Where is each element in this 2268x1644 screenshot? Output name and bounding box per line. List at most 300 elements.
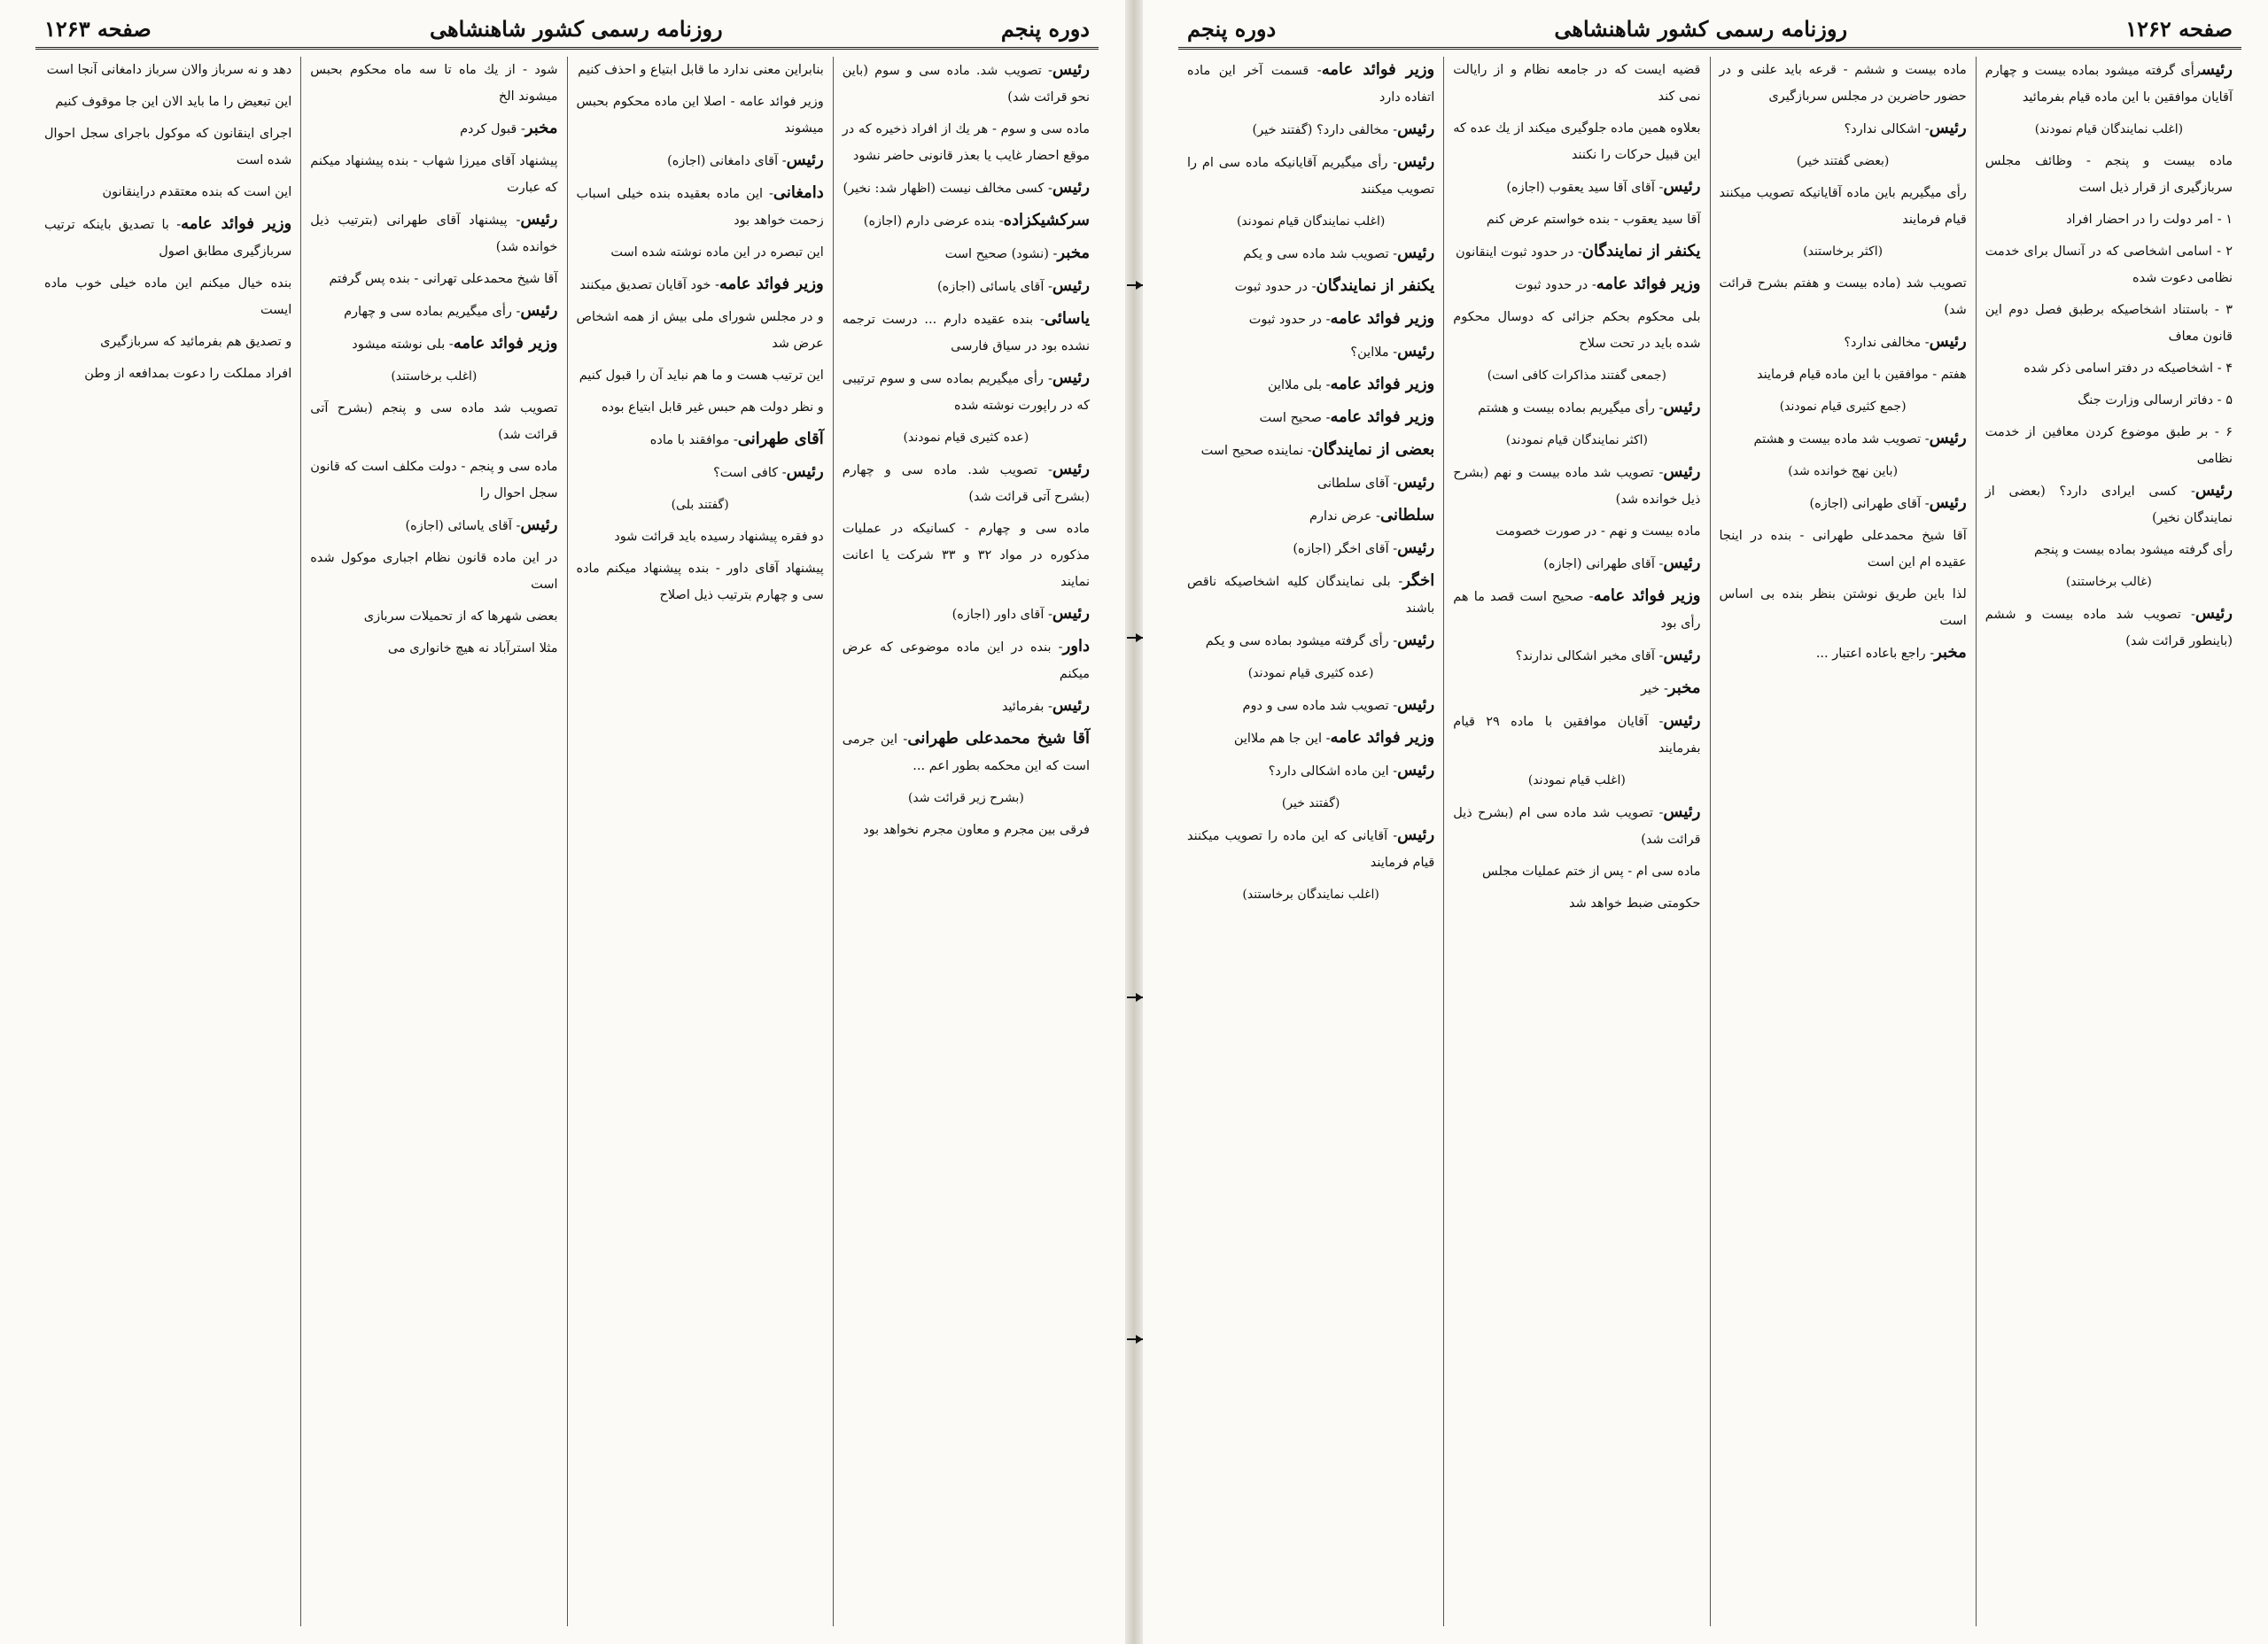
left-column-1 — [833, 57, 1099, 1626]
paragraph-text: ماده بیست و پنجم - وظائف مجلس سربازگیری از قرار ذیل است — [1984, 154, 2233, 195]
transcript-paragraph — [843, 725, 1090, 779]
transcript-paragraph — [310, 148, 557, 201]
transcript-paragraph — [1985, 387, 2233, 414]
paragraph-text: رأی گرفته میشود بماده بیست و پنجم — [2034, 543, 2233, 557]
paragraph-text: ماده بیست و ششم - قرعه باید علنی و در حضور حاضرین در مجلس سربازگیری — [1719, 63, 1967, 104]
transcript-paragraph — [1720, 361, 1967, 388]
transcript-paragraph — [1187, 725, 1434, 752]
speaker-name: آقا شیخ محمدعلی طهرانی — [907, 729, 1090, 748]
left-column-3 — [300, 57, 566, 1626]
transcript-paragraph — [1453, 583, 1700, 637]
speaker-name: رئیس — [1929, 493, 1967, 512]
speaker-name: رئیس — [1052, 178, 1090, 197]
speaker-name: رئیس — [1929, 119, 1967, 137]
speaker-name: رئیس — [786, 151, 824, 169]
transcript-paragraph — [843, 456, 1090, 510]
transcript-paragraph — [1453, 890, 1700, 917]
speaker-name: سركشیكزاده — [1003, 211, 1090, 229]
vote-note: (اكثر نمایندگان قیام نمودند) — [1505, 433, 1649, 447]
transcript-paragraph — [1453, 675, 1700, 702]
paragraph-text: - این ماده اشكالی دارد؟ — [1268, 764, 1398, 779]
paragraph-text: ۱ - امر دولت را در احضار افراد — [2066, 213, 2233, 227]
left-page-header — [35, 9, 1099, 50]
transcript-paragraph — [843, 365, 1090, 419]
transcript-paragraph — [1720, 115, 1967, 143]
speaker-name: وزیر فوائد عامه — [1330, 375, 1435, 393]
vote-note: (اغلب برخاستند) — [391, 369, 478, 384]
speaker-name: اخگر — [1402, 571, 1435, 590]
paragraph-text: - قسمت آخر این ماده اتفاده دارد — [1187, 64, 1435, 105]
binding-arrow-mark — [1127, 992, 1143, 1003]
paragraph-text: - آقای یاسائی (اجازه) — [936, 280, 1052, 294]
transcript-paragraph — [843, 817, 1090, 843]
paragraph-text: شود - از یك ماه تا سه ماه محكوم بحبس میشوند الخ — [310, 63, 558, 104]
paragraph-text: - مخالفی دارد؟ (گفتند خیر) — [1252, 123, 1398, 137]
transcript-paragraph — [310, 330, 557, 358]
paragraph-text: این تبصره در این ماده نوشته شده است — [610, 245, 824, 260]
paragraph-text: - رأی میگیریم آقایانیكه ماده سی ام را تصویب میكنند — [1187, 156, 1435, 197]
paragraph-text: آقا شیخ محمدعلی تهرانی - بنده پس گرفتم — [329, 272, 558, 286]
transcript-paragraph — [1453, 858, 1700, 885]
paragraph-text: - خیر — [1641, 682, 1668, 696]
transcript-paragraph — [1720, 523, 1967, 576]
paragraph-text: بنابراین معنی ندارد ما قابل ابتیاع و احذف كنیم — [578, 63, 824, 77]
paragraph-text: - آقای آقا سید یعقوب (اجازه) — [1506, 181, 1664, 195]
left-period: دوره پنجم — [1000, 16, 1090, 42]
paragraph-text: - بلی ملااین — [1267, 378, 1331, 392]
right-period: دوره پنجم — [1187, 16, 1277, 42]
transcript-paragraph — [310, 57, 557, 110]
paragraph-text: - آقای سلطانی — [1317, 477, 1398, 491]
speaker-name: بعضی از نمایندگان — [1311, 440, 1435, 459]
transcript-paragraph — [577, 239, 824, 266]
transcript-paragraph — [310, 603, 557, 630]
paragraph-text: - موافقند با ماده — [649, 433, 738, 447]
paragraph-text: - راجع باعاده اعتبار ... — [1815, 647, 1935, 661]
paragraph-text: - بفرمائید — [1001, 700, 1052, 714]
paragraph-text: - خود آقایان تصدیق میكنند — [579, 278, 719, 292]
speaker-name: رئیس — [1663, 398, 1701, 416]
paragraph-text: مثلا استرآباد نه هیچ خانواری می — [387, 641, 558, 655]
transcript-paragraph — [44, 179, 291, 206]
speaker-name: رئیس — [1397, 539, 1435, 557]
paragraph-text: این است كه بنده معتقدم دراینقانون — [102, 185, 292, 199]
transcript-paragraph — [1187, 469, 1434, 497]
transcript-paragraph — [577, 426, 824, 454]
transcript-paragraph — [1985, 148, 2233, 201]
right-page-number: صفحه ۱۲۶۲ — [2125, 16, 2233, 42]
vote-note: (عده كثیری قیام نمودند) — [1247, 666, 1374, 680]
speaker-name: رئیس — [1929, 332, 1967, 351]
transcript-paragraph — [1985, 238, 2233, 291]
paragraph-text: - مخالفی ندارد؟ — [1844, 336, 1930, 350]
paragraph-text: - تصویب شد ماده سی و دوم — [1242, 699, 1398, 713]
speaker-name: وزیر فوائد عامه — [453, 334, 558, 353]
paragraph-text: - آقای مخبر اشكالی ندارند؟ — [1515, 649, 1664, 663]
vote-note: (اغلب نمایندگان قیام نمودند) — [2034, 122, 2184, 136]
speaker-name: وزیر فوائد عامه — [1593, 586, 1701, 605]
paragraph-text: - صحیح است قصد ما هم رأی بود — [1453, 590, 1701, 631]
speaker-name: رئیس — [1397, 761, 1435, 779]
speaker-name: رئیس — [1397, 342, 1435, 361]
paragraph-text: - پیشنهاد آقای طهرانی (بترتیب ذیل خوانده شد) — [310, 213, 558, 254]
speaker-name: رئیس — [520, 210, 558, 229]
paragraph-text: - در حدود ثبوت — [1234, 280, 1317, 294]
speaker-name: رئیس — [1397, 695, 1435, 714]
paragraph-text: - تصویب شد ماده سی و یكم — [1243, 247, 1398, 261]
paragraph-text: - آقایانی كه این ماده را تصویب میكنند قیام فرمایند — [1187, 829, 1435, 870]
speaker-name: داور — [1062, 637, 1090, 655]
transcript-paragraph — [310, 206, 557, 260]
paragraph-text: - آقای طهرانی (اجازه) — [1809, 497, 1930, 511]
transcript-paragraph — [843, 57, 1090, 111]
transcript-paragraph — [1187, 822, 1434, 876]
vote-note: (اغلب قیام نمودند) — [1527, 773, 1626, 787]
speaker-name: رئیس — [1052, 276, 1090, 295]
paragraph-text: - تصویب شد ماده بیست و نهم (بشرح ذیل خوانده شد) — [1453, 466, 1701, 507]
paragraph-text: - در حدود ثبوت اینقانون — [1456, 245, 1582, 260]
speaker-name: دامغانی — [773, 183, 824, 202]
speaker-name: رئیس — [1052, 460, 1090, 478]
paragraph-text: - آقای یاسائی (اجازه) — [405, 519, 521, 533]
paragraph-text: و تصدیق هم بفرمائید كه سربازگیری — [100, 335, 292, 349]
transcript-paragraph — [310, 545, 557, 598]
transcript-paragraph — [1453, 271, 1700, 299]
transcript-paragraph — [843, 240, 1090, 268]
transcript-paragraph — [44, 361, 291, 387]
right-column-1 — [1976, 57, 2241, 1626]
transcript-paragraph — [1985, 57, 2233, 111]
paragraph-text: - رأی میگیریم بماده بیست و هشتم — [1478, 401, 1664, 415]
transcript-paragraph — [577, 57, 824, 83]
transcript-paragraph — [44, 89, 291, 115]
paragraph-text: - بنده در این ماده موضوعی كه عرض میكنم — [842, 640, 1090, 681]
speaker-name: مخبر — [1057, 244, 1090, 262]
transcript-paragraph — [1453, 304, 1700, 357]
transcript-paragraph — [843, 116, 1090, 169]
transcript-paragraph — [1453, 206, 1700, 233]
vote-note: (گفتند بلی) — [671, 498, 729, 512]
paragraph-text: - این ماده بعقیده بنده خیلی اسباب زحمت خواهد بود — [576, 187, 824, 228]
transcript-paragraph — [1985, 419, 2233, 472]
paragraph-text: ۵ - دفاتر ارسالی وزارت جنگ — [2078, 393, 2233, 407]
paragraph-text: ۳ - باستناد اشخاصیكه برطبق فصل دوم این قانون معاف — [1984, 303, 2233, 344]
paragraph-text: - آقای طهرانی (اجازه) — [1543, 557, 1664, 571]
paragraph-text: رأی گرفته میشود بماده بیست و چهارم آقایان موافقین با این ماده قیام بفرمائید — [1984, 64, 2233, 105]
transcript-paragraph — [1453, 57, 1700, 110]
transcript-paragraph — [843, 174, 1090, 202]
paragraph-text: - رأی میگیریم بماده سی و چهارم — [344, 305, 521, 319]
speaker-name: یكنفر از نمایندگان — [1581, 242, 1701, 260]
transcript-paragraph — [577, 459, 824, 486]
vote-note: (بعضی گفتند خیر) — [1796, 154, 1890, 168]
speaker-name: رئیس — [2201, 60, 2233, 79]
speaker-name: رئیس — [520, 516, 558, 534]
paragraph-text: - كسی ایرادی دارد؟ (بعضی از نمایندگان نخیر) — [1984, 485, 2233, 525]
transcript-paragraph — [843, 306, 1090, 360]
paragraph-text: - رأی گرفته میشود بماده سی و یكم — [1205, 634, 1398, 648]
speaker-name: رئیس — [1929, 429, 1967, 447]
speaker-name: آقای طهرانی — [737, 430, 824, 448]
right-page — [1143, 0, 2268, 1644]
speaker-name: رئیس — [1663, 554, 1701, 572]
speaker-name: رئیس — [1663, 646, 1701, 664]
paragraph-text: - صحیح است — [1259, 411, 1331, 425]
transcript-paragraph — [310, 266, 557, 292]
left-title: روزنامه رسمی کشور شاهنشاهی — [429, 16, 723, 42]
paragraph-text: هفتم - موافقین با این ماده قیام فرمایند — [1756, 368, 1967, 382]
speaker-name: وزیر فوائد عامه — [1321, 60, 1435, 79]
speaker-name: رئیس — [1397, 826, 1435, 844]
transcript-paragraph — [1453, 550, 1700, 578]
paragraph-text: - تصویب شد ماده بیست و ششم (باینطور قرائت شد) — [1984, 608, 2233, 648]
paragraph-text: - عرض ندارم — [1309, 509, 1380, 523]
left-column-2 — [567, 57, 833, 1626]
transcript-paragraph — [310, 395, 557, 448]
paragraph-text: و در مجلس شورای ملی بیش از همه اشخاص عرض شد — [576, 310, 824, 351]
paragraph-text: این تبعیض را ما باید الان این جا موقوف كنیم — [55, 95, 292, 109]
transcript-paragraph — [577, 89, 824, 142]
paragraph-text: اجرای اینقانون كه موكول باجرای سجل احوال شده است — [44, 127, 292, 167]
speaker-name: رئیس — [1663, 711, 1701, 730]
transcript-paragraph — [44, 329, 291, 355]
right-columns — [1178, 57, 2241, 1626]
paragraph-text: - این جا هم ملااین — [1233, 732, 1331, 746]
paragraph-text: لذا باین طریق نوشتن بنظر بنده بی اساس است — [1719, 587, 1967, 628]
paragraph-text: - در حدود ثبوت — [1514, 278, 1596, 292]
transcript-paragraph — [310, 298, 557, 325]
paragraph-text: ماده سی ام - پس از ختم عملیات مجلس — [1482, 865, 1701, 879]
transcript-paragraph — [843, 516, 1090, 595]
transcript-paragraph — [1453, 394, 1700, 422]
transcript-paragraph — [1453, 518, 1700, 545]
paragraph-text: - بنده عقیده دارم ... درست ترجمه نشده بود در سیاق فارسی — [842, 313, 1090, 353]
speaker-name: وزیر فوائد عامه — [719, 275, 824, 293]
paragraph-text: پیشنهاد آقای داور - بنده پیشنهاد میكنم ماده سی و چهارم بترتیب ذیل اصلاح — [576, 562, 824, 602]
speaker-name: مخبر — [524, 119, 558, 137]
paragraph-text: این ترتیب هست و ما هم نباید آن را قبول كنیم — [579, 368, 824, 383]
binding-arrow-mark — [1127, 280, 1143, 291]
transcript-paragraph — [1720, 180, 1967, 233]
vote-note: (گفتند خیر) — [1281, 796, 1340, 810]
transcript-paragraph — [843, 207, 1090, 235]
paragraph-text: بعلاوه همین ماده جلوگیری میكند از یك عده كه این قبیل حركات را نكنند — [1453, 121, 1701, 162]
right-column-3 — [1443, 57, 1709, 1626]
transcript-paragraph — [1453, 459, 1700, 513]
transcript-paragraph — [1187, 240, 1434, 268]
transcript-paragraph — [577, 147, 824, 174]
vote-note: (عده كثیری قیام نمودند) — [903, 430, 1029, 445]
paragraph-text: حكومتی ضبط خواهد شد — [1569, 896, 1701, 911]
transcript-paragraph — [310, 454, 557, 507]
paragraph-text: - بلی نمایندگان كلیه اشخاصیكه ناقص باشند — [1187, 575, 1435, 616]
speaker-name: رئیس — [1397, 473, 1435, 492]
paragraph-text: - آقای داور (اجازه) — [951, 608, 1052, 622]
paragraph-text: - كافی است؟ — [713, 466, 787, 480]
speaker-name: وزیر فوائد عامه — [1330, 407, 1435, 426]
paragraph-text: - بنده عرضی دارم (اجازه) — [863, 214, 1004, 229]
transcript-paragraph — [1720, 490, 1967, 517]
paragraph-text: بنده خیال میكنم این ماده خیلی خوب ماده ایست — [44, 276, 292, 317]
transcript-paragraph — [1720, 425, 1967, 453]
transcript-paragraph — [1720, 640, 1967, 667]
transcript-paragraph — [310, 635, 557, 662]
speaker-name: رئیس — [1052, 368, 1090, 387]
transcript-paragraph — [44, 270, 291, 323]
transcript-paragraph — [1985, 206, 2233, 233]
transcript-paragraph — [310, 512, 557, 539]
transcript-paragraph — [1187, 149, 1434, 203]
transcript-paragraph — [1187, 338, 1434, 366]
vote-note: (باین نهج خوانده شد) — [1788, 464, 1899, 478]
transcript-paragraph — [310, 115, 557, 143]
speaker-name: رئیس — [1052, 60, 1090, 79]
paragraph-text: - این جرمی است كه این محكمه بطور اعم ... — [842, 733, 1090, 773]
speaker-name: رئیس — [1663, 803, 1701, 821]
transcript-paragraph — [577, 394, 824, 421]
transcript-paragraph — [1187, 437, 1434, 464]
transcript-paragraph — [577, 271, 824, 299]
transcript-paragraph — [1187, 502, 1434, 530]
vote-note: (جمعی گفتند مذاكرات كافی است) — [1487, 368, 1667, 383]
paragraph-text: - در حدود ثبوت — [1248, 313, 1331, 327]
paragraph-text: افراد مملكت را دعوت بمدافعه از وطن — [84, 367, 292, 381]
vote-note: (اكثر برخاستند) — [1803, 244, 1884, 259]
left-columns — [35, 57, 1099, 1626]
transcript-paragraph — [577, 180, 824, 234]
paragraph-text: - با تصدیق باینكه ترتیب سربازگیری مطابق اصول — [44, 218, 292, 259]
speaker-name: رئیس — [2194, 481, 2233, 500]
paragraph-text: ماده بیست و نهم - در صورت خصومت — [1495, 524, 1701, 539]
binding-arrow-mark — [1127, 632, 1143, 643]
transcript-paragraph — [1720, 57, 1967, 110]
transcript-paragraph — [577, 362, 824, 389]
transcript-paragraph — [44, 120, 291, 174]
paragraph-text: - تصویب شد ماده بیست و هشتم — [1753, 432, 1930, 446]
paragraph-text: دو فقره پیشنهاد رسیده باید قرائت شود — [614, 530, 824, 544]
speaker-name: وزیر فوائد عامه — [1330, 309, 1435, 328]
transcript-paragraph — [1985, 355, 2233, 382]
speaker-name: رئیس — [520, 301, 558, 320]
left-page-number: صفحه ۱۲۶۳ — [44, 16, 151, 42]
vote-note: (بشرح زیر قرائت شد) — [907, 791, 1024, 805]
vote-note: (غالب برخاستند) — [2065, 575, 2152, 589]
paragraph-text: ۴ - اشخاصیكه در دفتر اسامی ذكر شده — [2023, 361, 2233, 376]
paragraph-text: - قبول كردم — [460, 122, 525, 136]
transcript-paragraph — [1187, 273, 1434, 300]
transcript-paragraph — [1453, 174, 1700, 201]
speaker-name: رئیس — [786, 462, 824, 481]
transcript-paragraph — [1453, 238, 1700, 266]
transcript-paragraph — [1187, 568, 1434, 622]
paragraph-text: - آقای دامغانی (اجازه) — [667, 154, 787, 168]
transcript-paragraph — [1187, 757, 1434, 785]
transcript-paragraph — [1453, 799, 1700, 853]
transcript-paragraph — [1985, 477, 2233, 531]
right-column-2 — [1710, 57, 1976, 1626]
paragraph-text: تصویب شد ماده سی و پنجم (بشرح آتی قرائت شد) — [310, 401, 558, 442]
speaker-name: رئیس — [1663, 177, 1701, 196]
transcript-paragraph — [1720, 329, 1967, 356]
speaker-name: رئیس — [1397, 152, 1435, 171]
vote-note: (اغلب نمایندگان برخاستند) — [1242, 888, 1379, 902]
transcript-paragraph — [1187, 692, 1434, 719]
paragraph-text: فرقی بین مجرم و معاون مجرم نخواهد بود — [863, 823, 1090, 837]
transcript-paragraph — [1985, 537, 2233, 563]
paragraph-text: ۶ - بر طبق موضوع كردن معافین از خدمت نظامی — [1984, 425, 2233, 466]
left-page — [0, 0, 1125, 1644]
paragraph-text: در این ماده قانون نظام اجباری موكول شده است — [310, 551, 558, 592]
binding-arrow-mark — [1127, 1334, 1143, 1345]
paragraph-text: ماده سی و سوم - هر یك از افراد ذخیره كه در موقع احضار غایب یا بعذر قانونی حاضر نشود — [842, 122, 1090, 163]
paragraph-text: بلی محكوم بحكم جزائی كه دوسال محكوم شده باید در تحت سلاح — [1453, 310, 1701, 351]
paragraph-text: - ملااین؟ — [1350, 345, 1398, 360]
transcript-paragraph — [1985, 297, 2233, 350]
transcript-paragraph — [1187, 116, 1434, 143]
transcript-paragraph — [843, 601, 1090, 628]
paragraph-text: - بلی نوشته میشود — [352, 337, 454, 352]
transcript-paragraph — [1720, 270, 1967, 323]
paragraph-text: - نماینده صحیح است — [1200, 444, 1312, 458]
paragraph-text: - تصویب شد. ماده سی و چهارم (بشرح آتی قرائت شد) — [842, 463, 1090, 504]
speaker-name: سلطانی — [1379, 506, 1435, 524]
paragraph-text: - اشكالی ندارد؟ — [1844, 122, 1930, 136]
transcript-paragraph — [577, 304, 824, 357]
transcript-paragraph — [1720, 581, 1967, 634]
paragraph-text: ماده سی و چهارم - كسانیكه در عملیات مذكوره در مواد ۳۲ و ۳۳ شركت یا اعانت نمایند — [842, 522, 1090, 589]
paragraph-text: - تصویب شد. ماده سی و سوم (باین نحو قرائت شد) — [842, 64, 1090, 105]
speaker-name: یكنفر از نمایندگان — [1316, 276, 1435, 295]
speaker-name: وزیر فوائد عامه — [1596, 275, 1701, 293]
vote-note: (جمع كثیری قیام نمودند) — [1779, 399, 1907, 414]
speaker-name: رئیس — [2194, 604, 2233, 623]
speaker-name: رئیس — [1397, 120, 1435, 138]
paragraph-text: و نظر دولت هم حبس غیر قابل ابتیاع بوده — [601, 400, 824, 415]
transcript-paragraph — [1453, 115, 1700, 168]
transcript-paragraph — [577, 523, 824, 550]
paragraph-text: وزیر فوائد عامه - اصلا این ماده محكوم بحبس میشوند — [576, 95, 824, 136]
right-page-header — [1178, 9, 2241, 50]
paragraph-text: آقا سید یعقوب - بنده خواستم عرض كنم — [1486, 213, 1701, 227]
paragraph-text: آقا شیخ محمدعلی طهرانی - بنده در اینجا عقیده ام این است — [1719, 529, 1967, 570]
transcript-paragraph — [843, 633, 1090, 687]
speaker-name: مخبر — [1667, 679, 1701, 697]
speaker-name: مخبر — [1934, 643, 1967, 662]
transcript-paragraph — [44, 57, 291, 83]
speaker-name: وزیر فوائد عامه — [1330, 728, 1435, 747]
right-column-4 — [1178, 57, 1443, 1626]
transcript-paragraph — [1187, 404, 1434, 431]
transcript-paragraph — [1453, 642, 1700, 670]
transcript-paragraph — [1187, 57, 1434, 111]
paragraph-text: - كسی مخالف نیست (اظهار شد: نخیر) — [843, 182, 1052, 196]
transcript-paragraph — [1187, 371, 1434, 399]
transcript-paragraph — [843, 273, 1090, 300]
speaker-name: وزیر فوائد عامه — [181, 214, 292, 233]
transcript-paragraph — [44, 211, 291, 265]
transcript-paragraph — [577, 555, 824, 609]
speaker-name: رئیس — [1052, 604, 1090, 623]
paragraph-text: ماده سی و پنجم - دولت مكلف است كه قانون سجل احوال را — [310, 460, 558, 500]
transcript-paragraph — [1187, 627, 1434, 655]
paragraph-text: - تصویب شد ماده سی ام (بشرح ذیل قرائت شد) — [1453, 806, 1701, 847]
speaker-name: یاسائی — [1044, 309, 1090, 328]
transcript-paragraph — [1187, 535, 1434, 562]
speaker-name: رئیس — [1397, 244, 1435, 262]
paragraph-text: رأی میگیریم باین ماده آقایانیكه تصویب میكنند قیام فرمایند — [1719, 186, 1967, 227]
paragraph-text: - آقایان موافقین با ماده ۲۹ قیام بفرمایند — [1453, 715, 1701, 756]
transcript-paragraph — [1985, 601, 2233, 655]
